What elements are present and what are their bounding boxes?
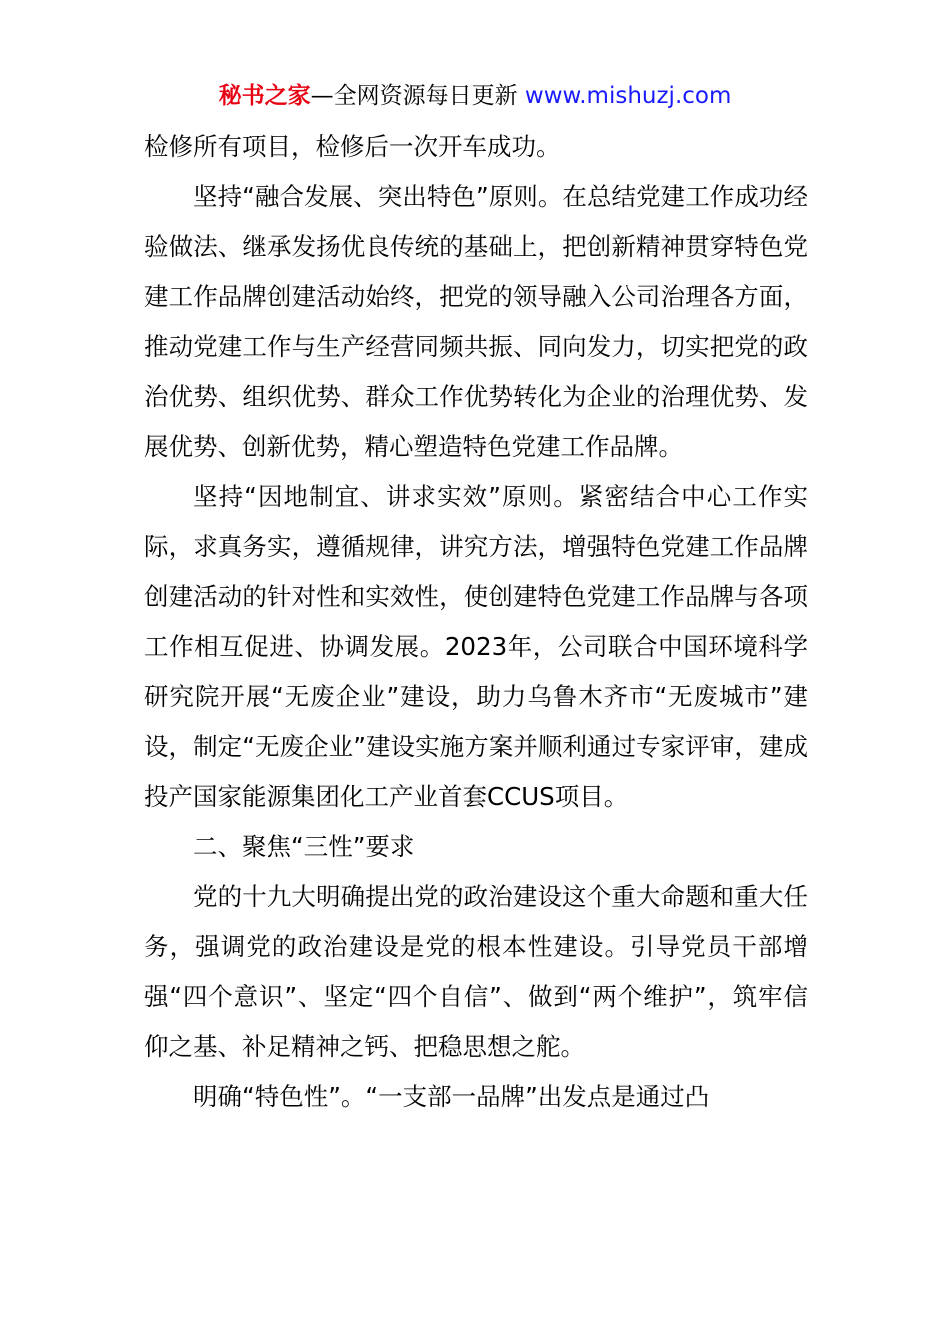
paragraph-principle-integration: 坚持“融合发展、突出特色”原则。在总结党建工作成功经验做法、继承发扬优良传统的基础上，把创新精神贯穿特色党建工作品牌创建活动始终，把党的领导融入公司治理各方面，推动党建工作与生产经营同频共振、同向发力，切实把党的政治优势、组织优势、群众工作优势转化为企业的治理优势、发展优势、创新优势，精心塑造特色党建工作品牌。 [144, 182, 808, 461]
site-url-link[interactable]: www.mishuzj.com [524, 83, 732, 109]
document-body [144, 122, 808, 1122]
paragraph-principle-local: 坚持“因地制宜、讲求实效”原则。紧密结合中心工作实际，求真务实，遵循规律，讲究方法，增强特色党建工作品牌创建活动的针对性和实效性，使创建特色党建工作品牌与各项工作相互促进、协调发展。2023年，公司联合中国环境科学研究院开展“无废企业”建设，助力乌鲁木齐市“无废城市”建设，制定“无废企业”建设实施方案并顺利通过专家评审，建成投产国家能源集团化工产业首套CCUS项目。 [144, 482, 808, 811]
paragraph-characteristic: 明确“特色性”。“一支部一品牌”出发点是通过凸 [193, 1082, 710, 1111]
site-header [0, 78, 950, 114]
site-tagline: —全网资源每日更新 [310, 83, 525, 109]
section-heading: 二、聚焦“三性”要求 [193, 832, 415, 861]
paragraph-continuation: 检修所有项目，检修后一次开车成功。 [144, 132, 561, 161]
site-brand: 秘书之家 [218, 83, 311, 109]
paragraph-political-construction: 党的十九大明确提出党的政治建设这个重大命题和重大任务，强调党的政治建设是党的根本性建设。引导党员干部增强“四个意识”、坚定“四个自信”、做到“两个维护”，筑牢信仰之基、补足精神之钙、把稳思想之舵。 [144, 882, 808, 1061]
